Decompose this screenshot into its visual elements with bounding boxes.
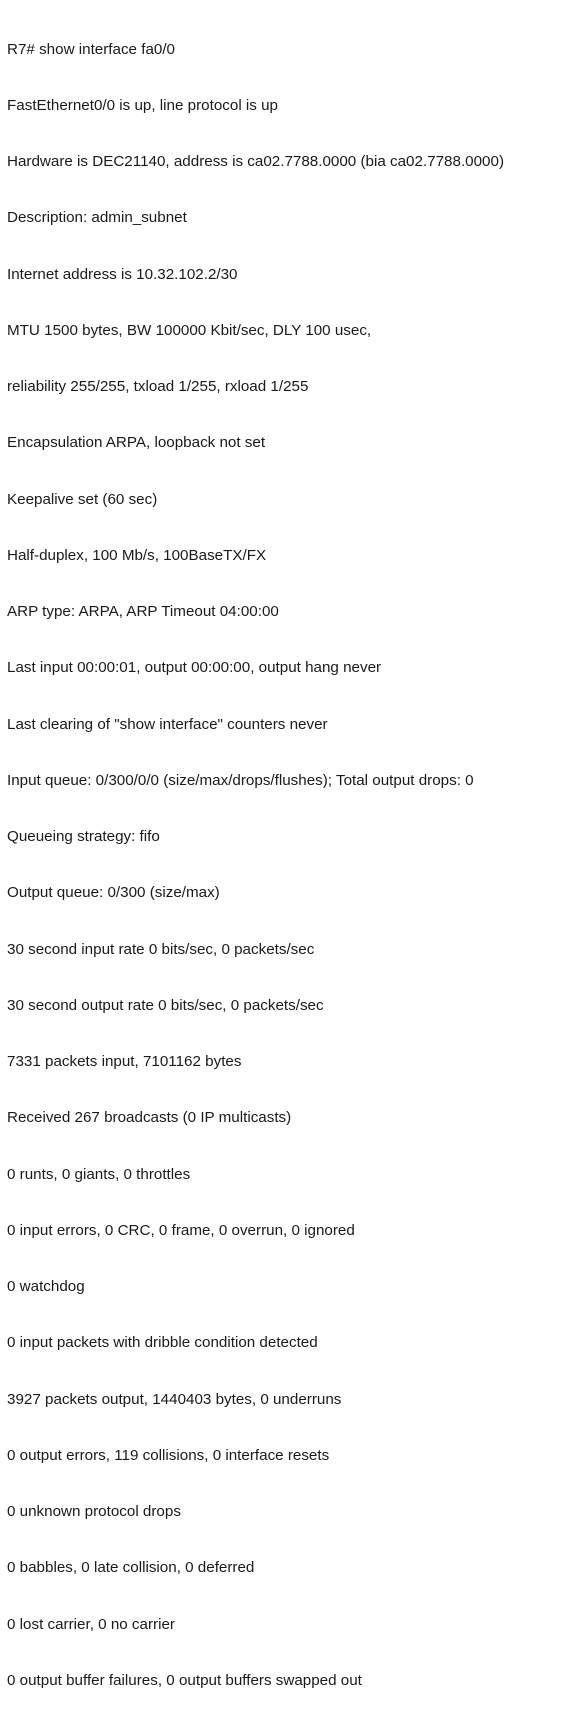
output-line-reliability: reliability 255/255, txload 1/255, rxload 1/255 bbox=[7, 378, 309, 395]
output-line-buffer-failures: 0 output buffer failures, 0 output buffers swapped out bbox=[7, 1671, 362, 1689]
output-line-lost-carrier: 0 lost carrier, 0 no carrier bbox=[7, 1615, 175, 1633]
output-line-internet-address: Internet address is 10.32.102.2/30 bbox=[7, 265, 238, 283]
output-line-babbles: 0 babbles, 0 late collision, 0 deferred bbox=[7, 1559, 255, 1577]
output-line-broadcasts: Received 267 broadcasts (0 IP multicasts) bbox=[7, 1109, 292, 1127]
output-line-input-rate: 30 second input rate 0 bits/sec, 0 packets/sec bbox=[7, 940, 315, 958]
output-line-keepalive: Keepalive set (60 sec) bbox=[7, 490, 158, 508]
terminal-output bbox=[7, 3, 569, 1709]
output-line-unknown-protocol: 0 unknown protocol drops bbox=[7, 1503, 181, 1520]
output-line-queueing-strategy: Queueing strategy: fifo bbox=[7, 828, 160, 845]
output-line-packets-input: 7331 packets input, 7101162 bytes bbox=[7, 1053, 242, 1070]
output-line-watchdog: 0 watchdog bbox=[7, 1278, 85, 1295]
output-line-output-errors: 0 output errors, 119 collisions, 0 interface resets bbox=[7, 1446, 330, 1464]
output-line-packets-output: 3927 packets output, 1440403 bytes, 0 underruns bbox=[7, 1390, 342, 1408]
output-line-runts: 0 runts, 0 giants, 0 throttles bbox=[7, 1165, 191, 1183]
command-prompt-line: R7# show interface fa0/0 bbox=[7, 40, 176, 58]
output-line-output-queue: Output queue: 0/300 (size/max) bbox=[7, 884, 220, 902]
output-line-last-clearing: Last clearing of "show interface" counters never bbox=[7, 715, 328, 733]
output-line-encapsulation: Encapsulation ARPA, loopback not set bbox=[7, 434, 266, 452]
output-line-hardware: Hardware is DEC21140, address is ca02.7788.0000 (bia ca02.7788.0000) bbox=[7, 153, 505, 170]
output-line-input-queue: Input queue: 0/300/0/0 (size/max/drops/flushes); Total output drops: 0 bbox=[7, 771, 474, 789]
output-line-arp-type: ARP type: ARPA, ARP Timeout 04:00:00 bbox=[7, 603, 279, 620]
output-line-last-input: Last input 00:00:01, output 00:00:00, output hang never bbox=[7, 659, 382, 677]
output-line-mtu: MTU 1500 bytes, BW 100000 Kbit/sec, DLY 100 usec, bbox=[7, 321, 372, 339]
output-line-input-errors: 0 input errors, 0 CRC, 0 frame, 0 overrun, 0 ignored bbox=[7, 1221, 355, 1239]
output-line-output-rate: 30 second output rate 0 bits/sec, 0 packets/sec bbox=[7, 996, 324, 1014]
output-line-dribble: 0 input packets with dribble condition detected bbox=[7, 1334, 318, 1352]
output-line-interface-status: FastEthernet0/0 is up, line protocol is up bbox=[7, 96, 278, 114]
output-line-description: Description: admin_subnet bbox=[7, 209, 187, 227]
output-line-duplex: Half-duplex, 100 Mb/s, 100BaseTX/FX bbox=[7, 546, 267, 564]
